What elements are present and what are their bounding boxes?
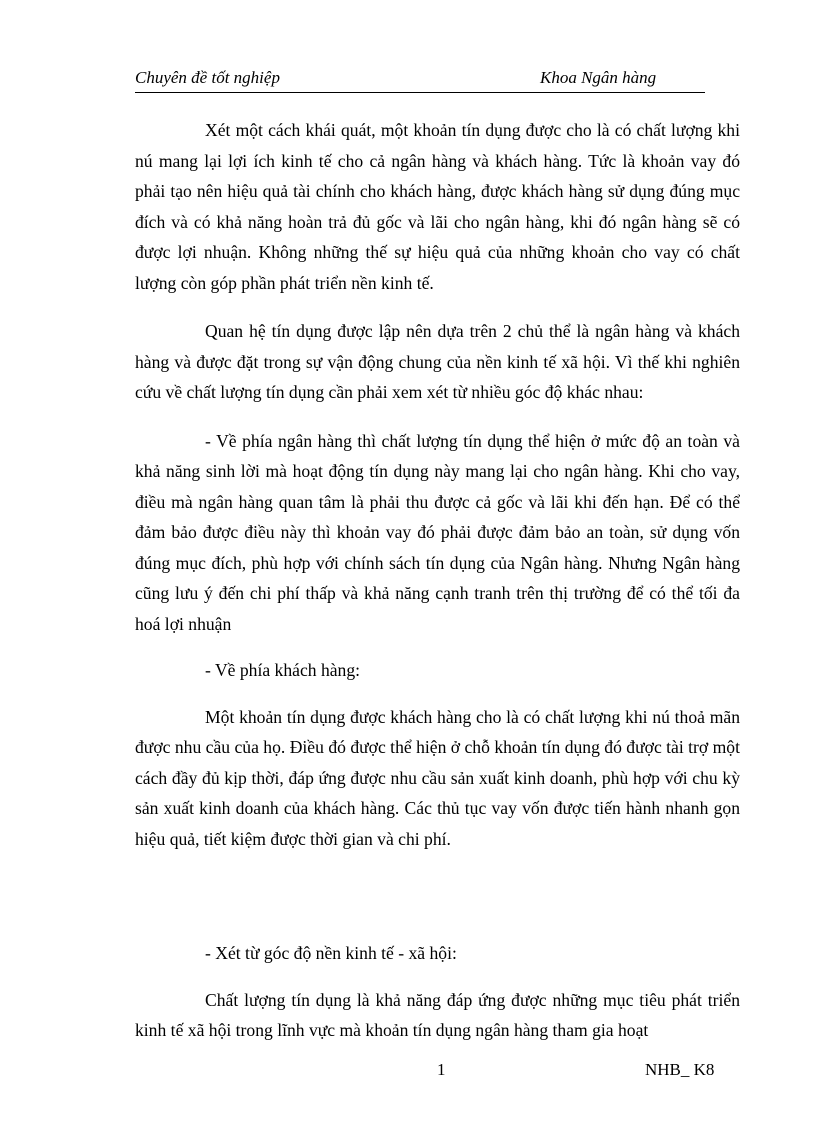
paragraph-customer-heading: - Về phía khách hàng: bbox=[205, 660, 361, 680]
paragraph-economy-heading: - Xét từ góc độ nền kinh tế - xã hội: bbox=[205, 943, 457, 963]
paragraph-overview: Xét một cách khái quát, một khoản tín dụng được cho là có chất lượng khi nú mang lại lợi ích kinh tế cho cả ngân hàng và khách hàng. Tức là khoản vay đó phải tạo nên hiệu quả tài chính cho khách hàng, được khách hàng sử dụng đúng mục đích và có khả năng hoàn trả đủ gốc và lãi cho ngân hàng, khi đó ngân hàng sẽ có được lợi nhuận. Không những thế sự hiệu quả của những khoản cho vay có chất lượng còn góp phần phát triển nền kinh tế. bbox=[135, 120, 740, 293]
document-body bbox=[135, 115, 740, 1046]
footer-code: NHB_ K8 bbox=[645, 1060, 715, 1079]
paragraph-credit-relations: Quan hệ tín dụng được lập nên dựa trên 2 chủ thể là ngân hàng và khách hàng và được đặt trong sự vận động chung của nền kinh tế xã hội. Vì thế khi nghiên cứu về chất lượng tín dụng cần phải xem xét từ nhiều góc độ khác nhau: bbox=[135, 321, 740, 402]
header-title: Chuyên đề tốt nghiệp bbox=[135, 68, 280, 87]
page-header bbox=[135, 66, 705, 93]
paragraph-customer-perspective: Một khoản tín dụng được khách hàng cho là có chất lượng khi nú thoả mãn được nhu cầu của họ. Điều đó được thể hiện ở chỗ khoản tín dụng đó được tài trợ một cách đầy đủ kịp thời, đáp ứng được nhu cầu sản xuất kinh doanh, phù hợp với chu kỳ sản xuất kinh doanh của khách hàng. Các thủ tục vay vốn được tiến hành nhanh gọn hiệu quả, tiết kiệm được thời gian và chi phí. bbox=[135, 706, 740, 849]
paragraph-economy-perspective: Chất lượng tín dụng là khả năng đáp ứng được những mục tiêu phát triển kinh tế xã hội trong lĩnh vực mà khoản tín dụng ngân hàng tham gia hoạt bbox=[135, 989, 740, 1040]
header-department: Khoa Ngân hàng bbox=[540, 68, 657, 87]
page-number: 1 bbox=[437, 1060, 446, 1079]
paragraph-bank-perspective: - Về phía ngân hàng thì chất lượng tín dụng thể hiện ở mức độ an toàn và khả năng sinh lời mà hoạt động tín dụng này mang lại cho ngân hàng. Khi cho vay, điều mà ngân hàng quan tâm là phải thu được cả gốc và lãi khi đến hạn. Để có thể đảm bảo được điều này thì khoản vay đó phải được đảm bảo an toàn, sử dụng vốn đúng mục đích, phù hợp với chính sách tín dụng của Ngân hàng. Nhưng Ngân hàng cũng lưu ý đến chi phí thấp và khả năng cạnh tranh trên thị trường để có thể tối đa hoá lợi nhuận bbox=[135, 430, 740, 634]
